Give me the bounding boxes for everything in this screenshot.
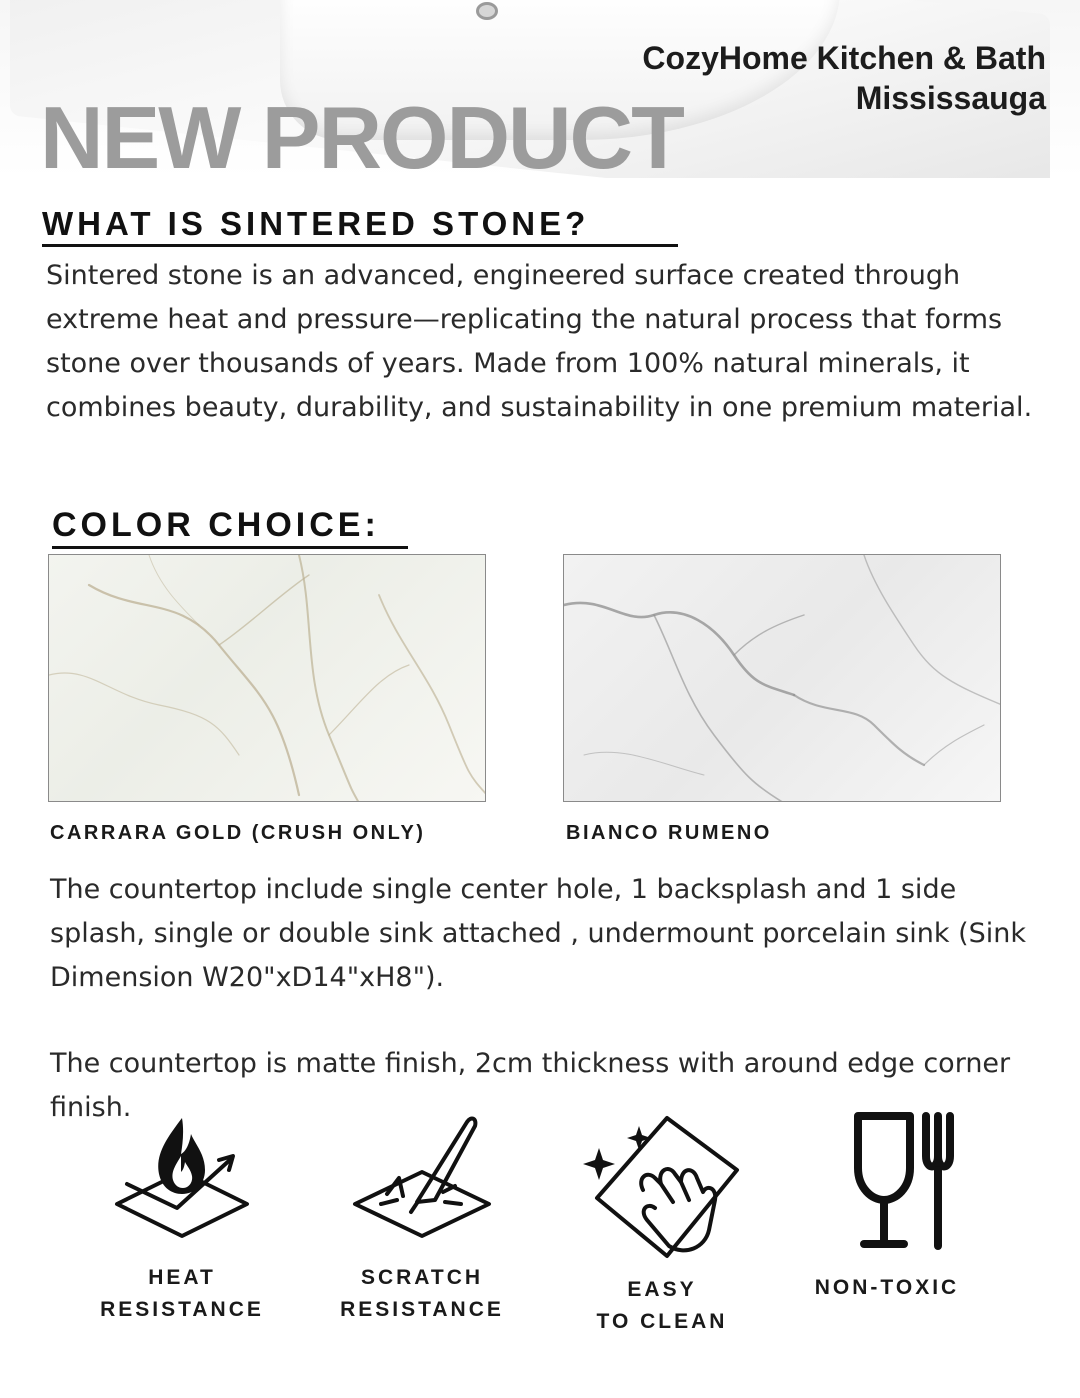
swatch-label-bianco-rumeno: BIANCO RUMENO [566, 822, 772, 844]
color-heading: COLOR CHOICE: [52, 504, 408, 549]
feature-label-line2: RESISTANCE [340, 1298, 504, 1321]
banner-title: NEW PRODUCT [40, 88, 683, 178]
feature-label-line1: NON-TOXIC [814, 1276, 960, 1299]
feature-non-toxic [787, 1108, 987, 1304]
intro-body: Sintered stone is an advanced, engineered surface created through extreme heat and pressure—replicating the natural process that forms stone over thousands of years. Made from 100% natural minerals, it combines beauty, durability, and sustainability in one premium material. [46, 260, 1033, 423]
countertop-description: The countertop include single center hole, 1 backsplash and 1 side splash, single or double sink attached , undermount porcelain sink (Sink Dimension W20"xD14"xH8"). [50, 874, 1027, 993]
brand-name [642, 38, 1046, 118]
brand-line-2: Mississauga [855, 80, 1046, 116]
swatch-label-carrara-gold: CARRARA GOLD (CRUSH ONLY) [50, 822, 426, 844]
knife-scratch-icon [347, 1108, 497, 1248]
feature-label-line1: SCRATCH [360, 1266, 484, 1289]
brand-line-1: CozyHome Kitchen & Bath [642, 40, 1046, 76]
flame-icon [107, 1108, 257, 1248]
feature-label-line2: TO CLEAN [596, 1310, 728, 1333]
finish-description: The countertop is matte finish, 2cm thickness with around edge corner finish. [50, 1048, 1011, 1123]
marble-veins-grey [564, 555, 1001, 802]
drain-icon [476, 2, 498, 20]
feature-easy-to-clean [562, 1108, 762, 1338]
glass-fork-icon [812, 1108, 962, 1258]
hand-wipe-icon [577, 1108, 747, 1260]
feature-label-line1: HEAT [148, 1266, 216, 1289]
marble-veins-gold [49, 555, 486, 802]
feature-label-line1: EASY [627, 1278, 697, 1301]
swatch-bianco-rumeno[interactable] [563, 554, 1001, 802]
intro-heading: WHAT IS SINTERED STONE? [42, 204, 678, 247]
swatch-carrara-gold[interactable] [48, 554, 486, 802]
hero-banner [0, 0, 1080, 178]
feature-heat-resistance [82, 1108, 282, 1326]
feature-label-line2: RESISTANCE [100, 1298, 264, 1321]
feature-scratch-resistance [322, 1108, 522, 1326]
